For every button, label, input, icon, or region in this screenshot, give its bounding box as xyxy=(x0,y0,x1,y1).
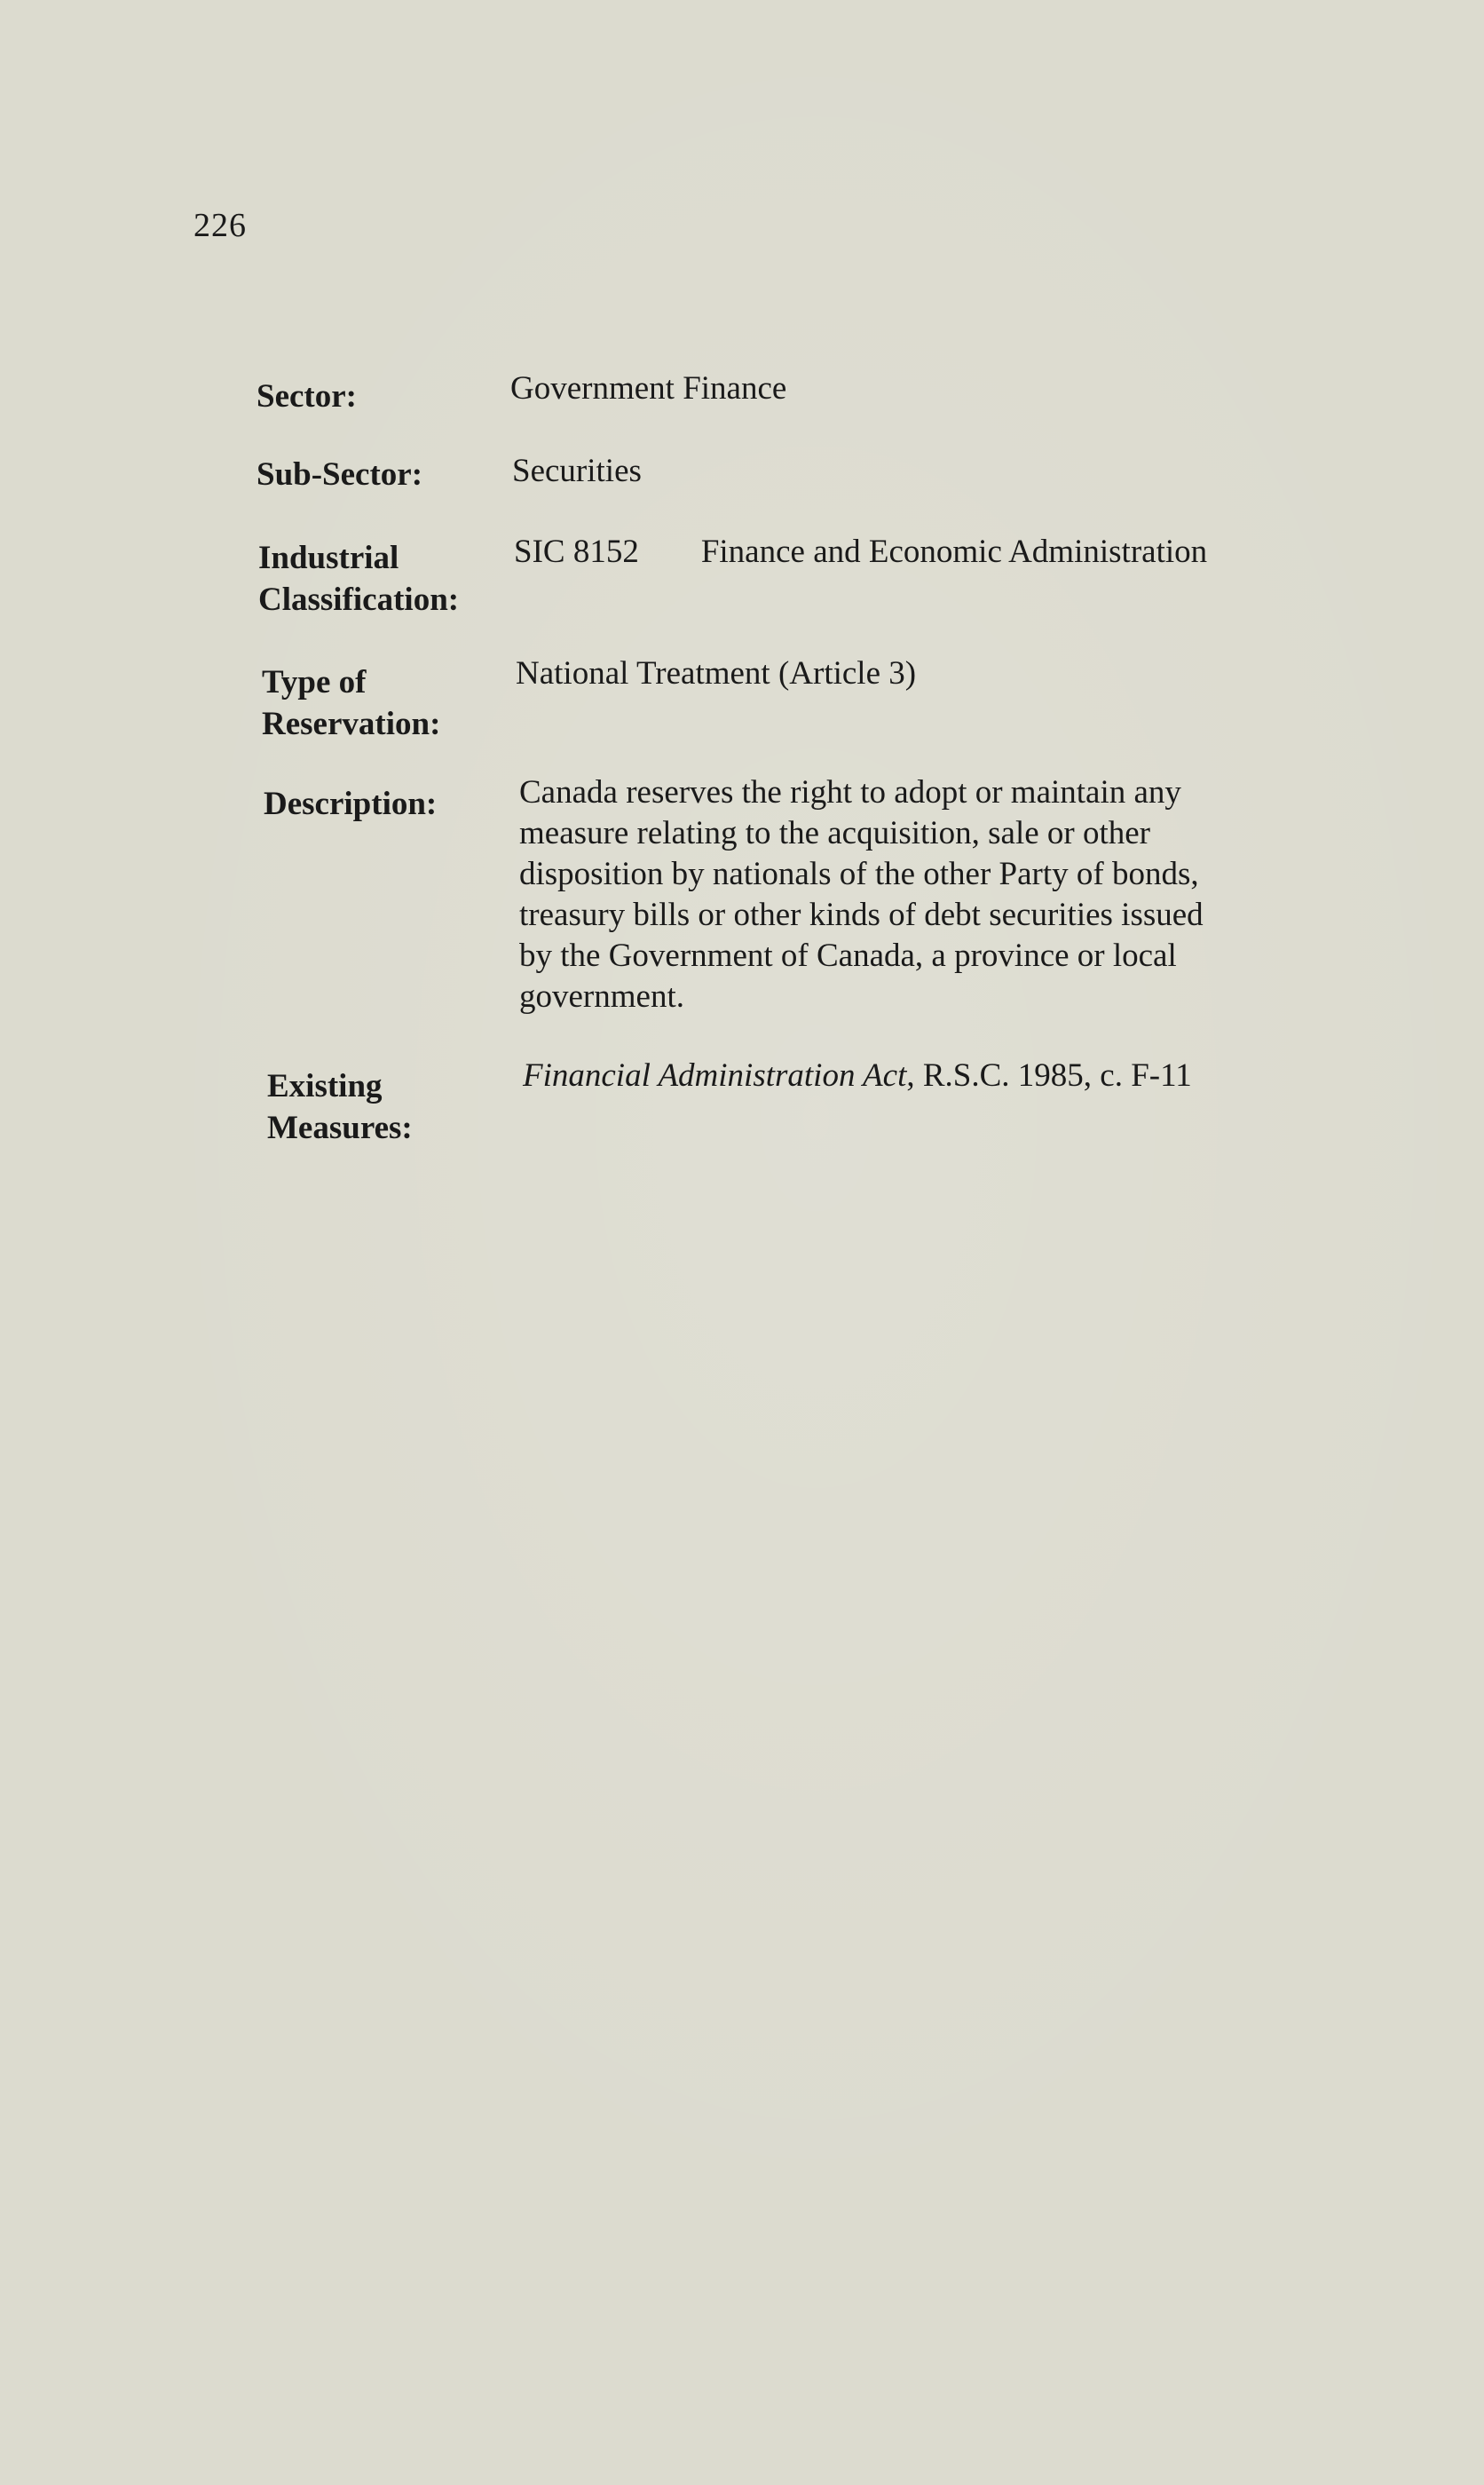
type-of-reservation-label xyxy=(262,661,440,745)
description-line: Canada reserves the right to adopt or maintain any xyxy=(519,774,1181,811)
type-of-reservation-value: National Treatment (Article 3) xyxy=(516,655,917,692)
label-line: Industrial xyxy=(258,540,399,576)
description-line: measure relating to the acquisition, sale or other xyxy=(519,815,1150,851)
sector-value: Government Finance xyxy=(510,370,787,407)
label-line: Existing xyxy=(267,1068,383,1104)
label-line: Type of xyxy=(262,664,367,700)
sub-sector-value: Securities xyxy=(512,453,642,489)
description-value xyxy=(519,772,1291,1017)
industrial-classification-value xyxy=(514,532,1207,573)
description-line: disposition by nationals of the other Party of bonds, xyxy=(519,856,1199,892)
act-title: Financial Administration Act xyxy=(523,1057,907,1094)
label-line: Reservation: xyxy=(262,706,441,742)
sub-sector-label: Sub-Sector: xyxy=(257,456,423,493)
sic-title: Finance and Economic Administration xyxy=(700,534,1208,570)
description-line: government. xyxy=(519,978,684,1015)
sic-code: SIC 8152 xyxy=(514,534,639,570)
label-line: Classification: xyxy=(258,582,460,618)
page-number: 226 xyxy=(193,207,247,244)
act-citation: , R.S.C. 1985, c. F-11 xyxy=(906,1057,1192,1094)
existing-measures-value xyxy=(523,1056,1192,1096)
sector-label: Sector: xyxy=(257,378,357,415)
existing-measures-label xyxy=(267,1065,413,1149)
industrial-classification-label xyxy=(258,537,459,621)
description-line: treasury bills or other kinds of debt securities issued xyxy=(519,897,1204,933)
description-line: by the Government of Canada, a province or local xyxy=(519,938,1177,974)
description-label: Description: xyxy=(264,786,438,822)
label-line: Measures: xyxy=(267,1110,413,1146)
